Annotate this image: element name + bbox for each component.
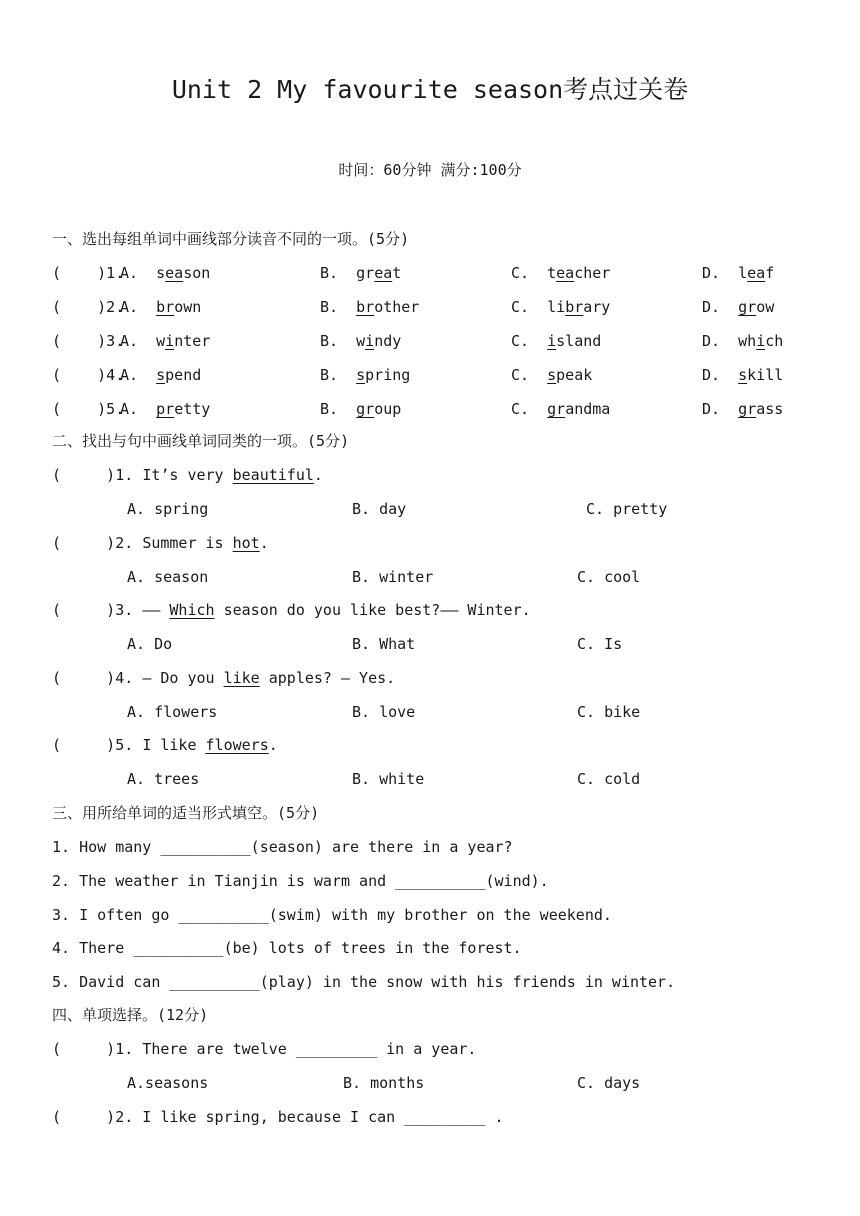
word-suffix: ch	[765, 332, 784, 350]
question-text: ——	[142, 601, 170, 620]
word-suffix: oup	[374, 400, 402, 418]
question	[52, 465, 323, 485]
option-a	[120, 399, 210, 419]
option-d	[702, 331, 783, 351]
word-suffix: sland	[556, 332, 602, 350]
option-a	[120, 365, 201, 385]
option-b: B. love	[352, 702, 416, 721]
underlined-letters: s	[356, 366, 366, 384]
underlined-letters: ea	[556, 264, 575, 282]
option-c: C. Is	[577, 635, 623, 654]
underlined-letters: i	[165, 332, 175, 350]
option-a: A.seasons	[127, 1074, 209, 1092]
option-letter: B.	[320, 298, 357, 316]
underlined-letters: br	[356, 298, 375, 316]
option-letter: A.	[120, 298, 157, 316]
option-letter: A.	[120, 332, 157, 350]
option-d	[702, 365, 783, 385]
question-number: ( )2.	[52, 533, 143, 552]
section-4-heading: 四、单项选择。(12分)	[52, 1006, 209, 1024]
option-c: C. bike	[577, 702, 641, 721]
option-b: B. winter	[352, 567, 434, 586]
option-c: C. cool	[577, 567, 641, 586]
option-d	[702, 263, 774, 283]
word-suffix: cher	[574, 264, 611, 282]
option-c: C. pretty	[586, 500, 668, 518]
word-prefix: w	[156, 332, 166, 350]
underlined-letters: br	[156, 298, 175, 316]
word-prefix: l	[738, 264, 748, 282]
question-number: ( )4.	[52, 366, 125, 384]
option-letter: C.	[511, 366, 548, 384]
option-letter: B.	[320, 332, 357, 350]
question-text: — Do you	[142, 668, 224, 687]
section-3-heading: 三、用所给单词的适当形式填空。(5分)	[52, 804, 320, 822]
underlined-letters: ea	[374, 264, 393, 282]
option-a	[120, 297, 201, 317]
option-letter: B.	[320, 400, 357, 418]
question-number: ( )3.	[52, 601, 143, 620]
underlined-letters: s	[547, 366, 557, 384]
word-suffix: andma	[565, 400, 611, 418]
question-text: I like	[142, 736, 206, 755]
question	[52, 735, 278, 755]
underlined-word: hot	[232, 533, 260, 552]
option-letter: C.	[511, 332, 548, 350]
option-a: A. trees	[127, 770, 200, 789]
option-letter: D.	[702, 366, 739, 384]
word-suffix: own	[174, 298, 202, 316]
question-text: apples? — Yes.	[259, 668, 396, 687]
section-1-heading: 一、选出每组单词中画线部分读音不同的一项。(5分)	[52, 230, 410, 248]
word-suffix: son	[183, 264, 211, 282]
word-suffix: kill	[747, 366, 784, 384]
fill-in-question: 2. The weather in Tianjin is warm and __________(wind).	[52, 871, 549, 890]
option-b: B. white	[352, 770, 425, 789]
underlined-letters: gr	[738, 400, 757, 418]
underlined-word: like	[223, 668, 260, 687]
word-suffix: pring	[365, 366, 411, 384]
option-c: C. days	[577, 1074, 641, 1092]
fill-in-question: 3. I often go __________(swim) with my brother on the weekend.	[52, 905, 612, 924]
option-b	[320, 263, 401, 283]
underlined-letters: gr	[738, 298, 757, 316]
underlined-letters: br	[565, 298, 584, 316]
question-text: Summer is	[142, 533, 233, 552]
page-title: Unit 2 My favourite season考点过关卷	[171, 75, 689, 104]
option-b: B. day	[352, 500, 407, 518]
option-d	[702, 297, 774, 317]
question-number: ( )3.	[52, 332, 125, 350]
option-letter: B.	[320, 264, 357, 282]
word-suffix: nter	[174, 332, 211, 350]
option-c	[511, 399, 610, 419]
option-letter: D.	[702, 400, 739, 418]
option-letter: D.	[702, 298, 739, 316]
question-text: .	[313, 466, 323, 484]
option-letter: C.	[511, 298, 548, 316]
word-prefix: wh	[738, 332, 757, 350]
underlined-word: beautiful	[232, 466, 314, 484]
question-number: ( )1.	[52, 264, 125, 282]
question-number: ( )5.	[52, 400, 125, 418]
exam-info: 时间：60分钟 满分:100分	[338, 161, 522, 179]
option-letter: A.	[120, 264, 157, 282]
underlined-letters: ea	[165, 264, 184, 282]
underlined-letters: s	[738, 366, 748, 384]
option-b	[320, 297, 419, 317]
underlined-letters: gr	[356, 400, 375, 418]
option-b	[320, 365, 410, 385]
underlined-letters: i	[756, 332, 766, 350]
option-b: B. months	[343, 1074, 425, 1092]
option-letter: D.	[702, 264, 739, 282]
fill-in-question: 5. David can __________(play) in the snow with his friends in winter.	[52, 973, 676, 992]
option-letter: C.	[511, 400, 548, 418]
underlined-word: Which	[169, 601, 215, 620]
option-b	[320, 399, 401, 419]
option-c: C. cold	[577, 770, 641, 789]
question-text: .	[268, 736, 278, 755]
question-number: ( )4.	[52, 668, 143, 687]
word-suffix: pend	[165, 366, 202, 384]
option-letter: C.	[511, 264, 548, 282]
option-b: B. What	[352, 635, 416, 654]
fill-in-question: 1. How many __________(season) are there in a year?	[52, 838, 513, 856]
word-suffix: other	[374, 298, 420, 316]
option-letter: A.	[120, 400, 157, 418]
word-suffix: peak	[556, 366, 593, 384]
question-number: ( )5.	[52, 736, 143, 755]
question-text: .	[259, 533, 269, 552]
question-text: It’s very	[142, 466, 233, 484]
word-suffix: f	[765, 264, 775, 282]
question	[52, 533, 269, 553]
option-c	[511, 365, 592, 385]
word-suffix: ary	[583, 298, 611, 316]
underlined-letters: i	[547, 332, 557, 350]
question-4-1: ( )1. There are twelve _________ in a year.	[52, 1040, 477, 1058]
section-2-heading: 二、找出与句中画线单词同类的一项。(5分)	[52, 432, 350, 450]
underlined-letters: pr	[156, 400, 175, 418]
question-number: ( )2.	[52, 298, 125, 316]
question	[52, 668, 395, 688]
option-d	[702, 399, 783, 419]
underlined-letters: i	[365, 332, 375, 350]
word-suffix: t	[392, 264, 402, 282]
word-suffix: ndy	[374, 332, 402, 350]
option-c	[511, 331, 601, 351]
option-letter: D.	[702, 332, 739, 350]
option-c	[511, 263, 610, 283]
option-c	[511, 297, 610, 317]
underlined-word: flowers	[205, 736, 269, 755]
word-prefix: t	[547, 264, 557, 282]
option-letter: A.	[120, 366, 157, 384]
word-prefix: gr	[356, 264, 375, 282]
option-a: A. season	[127, 567, 209, 586]
fill-in-question: 4. There __________(be) lots of trees in the forest.	[52, 939, 522, 958]
word-suffix: ass	[756, 400, 784, 418]
underlined-letters: gr	[547, 400, 566, 418]
question	[52, 600, 531, 620]
option-b	[320, 331, 401, 351]
question-number: ( )1.	[52, 466, 143, 484]
underlined-letters: s	[156, 366, 166, 384]
option-a	[120, 263, 210, 283]
word-suffix: ow	[756, 298, 775, 316]
option-a	[120, 331, 210, 351]
word-suffix: etty	[174, 400, 211, 418]
question-text: season do you like best?—— Winter.	[214, 601, 531, 620]
question-4-2: ( )2. I like spring, because I can _________ .	[52, 1108, 504, 1126]
option-letter: B.	[320, 366, 357, 384]
word-prefix: w	[356, 332, 366, 350]
word-prefix: s	[156, 264, 166, 282]
word-prefix: li	[547, 298, 566, 316]
option-a: A. flowers	[127, 702, 218, 721]
option-a: A. Do	[127, 635, 173, 654]
underlined-letters: ea	[747, 264, 766, 282]
option-a: A. spring	[127, 500, 209, 518]
